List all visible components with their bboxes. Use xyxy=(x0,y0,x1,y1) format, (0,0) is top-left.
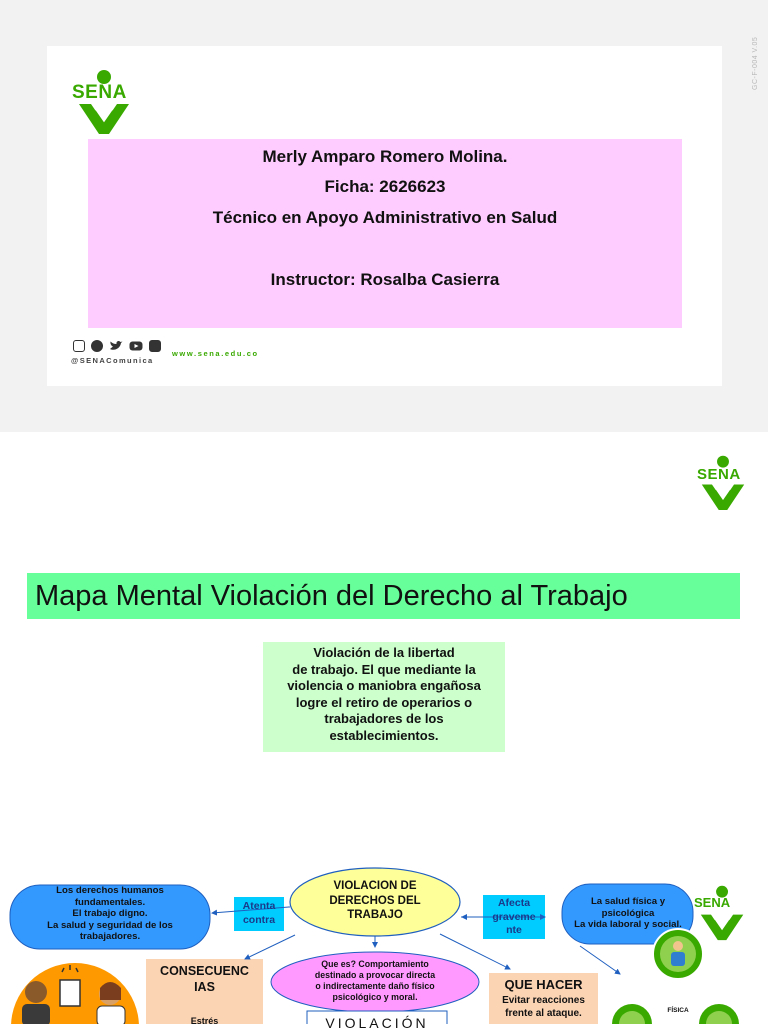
sena-logo-text: SENA xyxy=(72,82,127,103)
student-name: Merly Amparo Romero Molina. xyxy=(262,147,508,166)
sena-logo xyxy=(71,68,137,134)
que-es-text xyxy=(285,959,465,1003)
instagram-icon[interactable] xyxy=(73,340,85,352)
que-hacer-line: Evitar reacciones xyxy=(502,995,585,1006)
social-icons xyxy=(73,340,161,352)
rights-line: La salud y seguridad de los xyxy=(47,919,173,931)
definition-line: de trabajo. El que mediante la xyxy=(292,661,476,677)
health-line: La salud física y xyxy=(590,896,666,907)
consecuencias-title xyxy=(146,963,263,995)
title-card xyxy=(47,46,722,386)
facebook-icon[interactable] xyxy=(91,340,103,352)
rights-bubble-text xyxy=(14,885,206,943)
linkedin-icon[interactable] xyxy=(149,340,161,352)
afecta-line: Afecta xyxy=(497,897,531,909)
que-es-line: psicológico y moral. xyxy=(332,992,418,1002)
health-line: psicológica xyxy=(601,907,655,919)
mind-map-slide xyxy=(0,432,768,1031)
youtube-icon[interactable] xyxy=(129,340,143,352)
website-link[interactable]: www.sena.edu.co xyxy=(172,349,259,358)
sena-logo-text: SENA xyxy=(697,466,741,483)
twitter-icon[interactable] xyxy=(109,340,123,352)
rights-line: Los derechos humanos xyxy=(56,885,164,896)
que-hacer-line: frente al ataque. xyxy=(505,1008,582,1019)
center-node-text xyxy=(295,879,455,923)
atenta-label xyxy=(234,900,284,927)
rights-line: El trabajo digno. xyxy=(72,908,148,920)
rights-line: fundamentales. xyxy=(74,896,146,908)
definition-line: Violación de la libertad xyxy=(313,645,455,660)
center-line: TRABAJO xyxy=(347,909,403,922)
rights-line: trabajadores. xyxy=(79,931,141,943)
sena-emblem-icon xyxy=(701,886,744,940)
definition-line: violencia o maniobra engañosa xyxy=(287,678,481,694)
slide-title: Mapa Mental Violación del Derecho al Trabajo xyxy=(27,573,740,619)
fisica-label: FÍSICA xyxy=(667,1007,689,1014)
bottom-box-text: VIOLACIÓN xyxy=(325,1015,429,1031)
center-line: DERECHOS DEL xyxy=(329,894,421,907)
afecta-label xyxy=(483,897,545,938)
program-name: Técnico en Apoyo Administrativo en Salud xyxy=(212,208,558,227)
consecuencias-line: IAS xyxy=(194,980,215,994)
definition-line: trabajadores de los xyxy=(324,711,444,727)
que-es-line: o indirectamente daño físico xyxy=(315,981,435,991)
atenta-line: Atenta xyxy=(242,900,276,912)
student-info-box xyxy=(88,139,682,328)
title-slide xyxy=(0,0,768,432)
afecta-line: graveme xyxy=(492,910,536,923)
health-bubble-text xyxy=(566,896,690,931)
consecuencias-line: CONSECUENC xyxy=(160,964,249,978)
document-code: GC-F-004 V.05 xyxy=(752,36,759,90)
instructor-name: Instructor: Rosalba Casierra xyxy=(270,270,500,289)
que-hacer-text xyxy=(489,994,598,1020)
atenta-line: contra xyxy=(242,913,276,926)
health-line: La vida laboral y social. xyxy=(574,919,682,931)
afecta-line: nte xyxy=(506,924,522,936)
definition-line: logre el retiro de operarios o xyxy=(295,694,473,710)
que-es-line: destinado a provocar directa xyxy=(314,970,436,980)
consecuencias-item: Estrés xyxy=(190,1016,219,1026)
center-line: VIOLACION DE xyxy=(333,880,417,892)
definition-line: establecimientos. xyxy=(329,727,439,743)
ficha-number: Ficha: 2626623 xyxy=(324,177,446,196)
que-es-line: Que es? Comportamiento xyxy=(321,959,429,969)
mindmap-logo-text: SENA xyxy=(694,895,731,910)
que-hacer-title: QUE HACER xyxy=(504,977,583,992)
social-handle: @SENAComunica xyxy=(71,356,154,365)
